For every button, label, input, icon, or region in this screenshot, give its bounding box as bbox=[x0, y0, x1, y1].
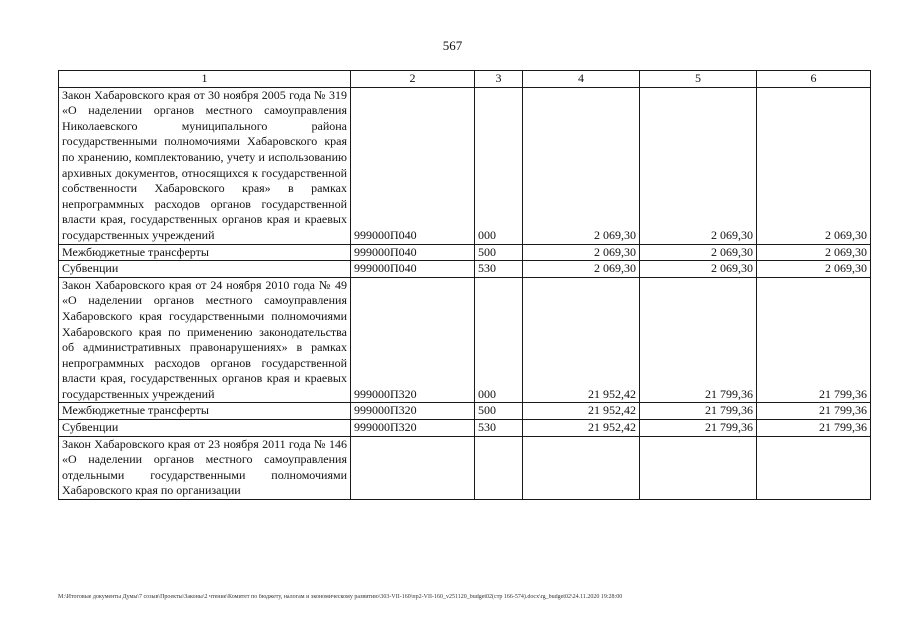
row-description: Закон Хабаровского края от 23 ноября 2011 года № 146 «О наделении органов местного самоуправления отдельными государственными полномочиями Хабаровского края по организации bbox=[59, 436, 351, 499]
row-description: Закон Хабаровского края от 30 ноября 2005 года № 319 «О наделении органов местного самоуправления Николаевского муниципального района государственными полномочиями Хабаровского края по хранению, комплектованию, учету и использованию архивных документов, относящихся к государственной собственности Хабаровского края» в рамках непрограммных расходов органов государственной власти края, государственных органов края и краевых государственных учреждений bbox=[59, 87, 351, 244]
header-cell: 2 bbox=[351, 71, 475, 88]
table-header-row bbox=[59, 71, 871, 88]
row-target-code: 999000П320 bbox=[351, 403, 475, 420]
row-expense-type: 000 bbox=[475, 87, 523, 244]
row-value-col4: 2 069,30 bbox=[523, 244, 640, 261]
table-row bbox=[59, 261, 871, 278]
row-value-col5 bbox=[640, 436, 757, 499]
row-target-code: 999000П040 bbox=[351, 261, 475, 278]
table-row bbox=[59, 403, 871, 420]
row-expense-type: 500 bbox=[475, 403, 523, 420]
header-cell: 6 bbox=[757, 71, 871, 88]
row-expense-type bbox=[475, 436, 523, 499]
row-expense-type: 530 bbox=[475, 420, 523, 437]
row-description: Закон Хабаровского края от 24 ноября 2010 года № 49 «О наделении органов местного самоуправления Хабаровского края государственными полномочиями Хабаровского края по применению законодательства об административных правонарушениях» в рамках непрограммных расходов органов государственной власти края, государственных органов края и краевых государственных учреждений bbox=[59, 277, 351, 403]
row-value-col6: 21 799,36 bbox=[757, 403, 871, 420]
row-value-col5: 21 799,36 bbox=[640, 420, 757, 437]
page-number: 567 bbox=[442, 38, 463, 53]
row-expense-type: 500 bbox=[475, 244, 523, 261]
header-cell: 5 bbox=[640, 71, 757, 88]
row-value-col6: 2 069,30 bbox=[757, 261, 871, 278]
row-target-code: 999000П040 bbox=[351, 244, 475, 261]
row-value-col4: 2 069,30 bbox=[523, 261, 640, 278]
row-value-col5: 2 069,30 bbox=[640, 261, 757, 278]
budget-table bbox=[58, 70, 871, 500]
header-cell: 3 bbox=[475, 71, 523, 88]
row-description: Межбюджетные трансферты bbox=[59, 403, 351, 420]
row-value-col6: 2 069,30 bbox=[757, 244, 871, 261]
row-value-col6: 21 799,36 bbox=[757, 420, 871, 437]
row-value-col6: 21 799,36 bbox=[757, 277, 871, 403]
row-description: Межбюджетные трансферты bbox=[59, 244, 351, 261]
row-value-col4 bbox=[523, 436, 640, 499]
table-row bbox=[59, 87, 871, 244]
row-value-col4: 21 952,42 bbox=[523, 403, 640, 420]
file-path-footer: М:\Итоговые документы Думы\7 созыв\Проекты\Законы\2 чтение\Комитет по бюджету, налогам и экономическому развитию\303-VII-160\пр2-VII-160_v251120_budget02(стр 166-574).docx\rg_budget02\24.11.2020 19:28:00 bbox=[58, 594, 623, 600]
row-value-col5: 21 799,36 bbox=[640, 277, 757, 403]
row-value-col4: 2 069,30 bbox=[523, 87, 640, 244]
row-value-col6: 2 069,30 bbox=[757, 87, 871, 244]
row-value-col5: 21 799,36 bbox=[640, 403, 757, 420]
table-row bbox=[59, 277, 871, 403]
row-expense-type: 000 bbox=[475, 277, 523, 403]
row-expense-type: 530 bbox=[475, 261, 523, 278]
row-target-code: 999000П040 bbox=[351, 87, 475, 244]
header-cell: 4 bbox=[523, 71, 640, 88]
row-description: Субвенции bbox=[59, 420, 351, 437]
row-target-code: 999000П320 bbox=[351, 277, 475, 403]
row-value-col5: 2 069,30 bbox=[640, 244, 757, 261]
table-row bbox=[59, 420, 871, 437]
row-value-col4: 21 952,42 bbox=[523, 420, 640, 437]
row-description: Субвенции bbox=[59, 261, 351, 278]
row-target-code bbox=[351, 436, 475, 499]
row-target-code: 999000П320 bbox=[351, 420, 475, 437]
row-value-col5: 2 069,30 bbox=[640, 87, 757, 244]
row-value-col6 bbox=[757, 436, 871, 499]
row-value-col4: 21 952,42 bbox=[523, 277, 640, 403]
table-row bbox=[59, 244, 871, 261]
header-cell: 1 bbox=[59, 71, 351, 88]
table-row bbox=[59, 436, 871, 499]
